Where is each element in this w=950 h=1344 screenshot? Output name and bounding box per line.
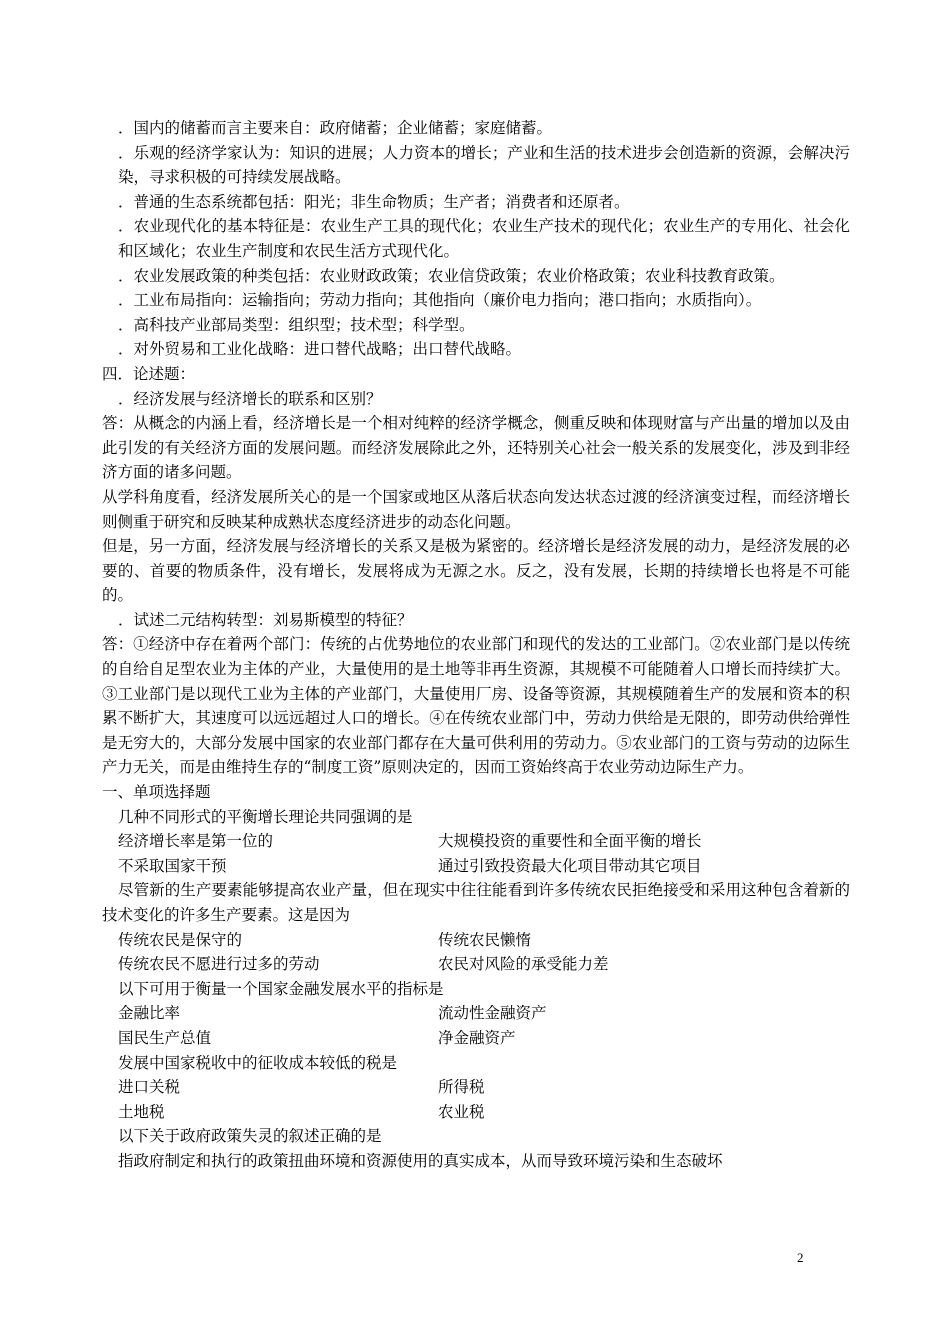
question-stem: 尽管新的生产要素能够提高农业产量，但在现实中往往能看到许多传统农民拒绝接受和采用这种包含着新的技术变化的许多生产要素。这是因为 xyxy=(102,881,850,924)
option-row xyxy=(102,829,850,854)
option-row xyxy=(102,854,850,879)
option: 金融比率 xyxy=(118,1004,181,1023)
list-item: ．高科技产业部局类型：组织型；技术型；科学型。 xyxy=(118,315,475,334)
option: 传统农民是保守的 xyxy=(118,930,243,949)
essay-answer-paragraph: 但是，另一方面，经济发展与经济增长的关系又是极为紧密的。经济增长是经济发展的动力，是经济发展的必要的、首要的物质条件，没有增长，发展将成为无源之水。反之，没有发展，长期的持续增长也将是不可能的。 xyxy=(102,537,850,605)
option-row xyxy=(102,928,850,953)
list-item: ．工业布局指向：运输指向；劳动力指向；其他指向（廉价电力指向；港口指向；水质指向）。 xyxy=(118,291,762,310)
essay-question: ．试述二元结构转型：刘易斯模型的特征？ xyxy=(118,610,413,629)
option: 传统农民不愿进行过多的劳动 xyxy=(118,955,320,974)
option: 传统农民懒惰 xyxy=(438,930,532,949)
option: 净金融资产 xyxy=(438,1028,516,1047)
option: 所得税 xyxy=(438,1078,485,1097)
option: 大规模投资的重要性和全面平衡的增长 xyxy=(438,832,702,851)
option: 流动性金融资产 xyxy=(438,1004,547,1023)
option-row xyxy=(102,1100,850,1125)
list-item: ．对外贸易和工业化战略：进口替代战略；出口替代战略。 xyxy=(118,340,522,359)
option-row xyxy=(102,1075,850,1100)
section-heading-mcq: 一、单项选择题 xyxy=(102,783,211,802)
list-item: ．农业现代化的基本特征是：农业生产工具的现代化；农业生产技术的现代化；农业生产的专用化、社会化和区域化；农业生产制度和农民生活方式现代化。 xyxy=(118,217,850,260)
option: 国民生产总值 xyxy=(118,1028,212,1047)
question-stem: 发展中国家税收中的征收成本较低的税是 xyxy=(118,1053,398,1072)
essay-question: ．经济发展与经济增长的联系和区别？ xyxy=(118,389,382,408)
section-heading-essay: 四．论述题： xyxy=(102,364,196,383)
essay-answer-paragraph: 从学科角度看，经济发展所关心的是一个国家或地区从落后状态向发达状态过渡的经济演变过程，而经济增长则侧重于研究和反映某种成熟状态度经济进步的动态化问题。 xyxy=(102,487,850,531)
option-row xyxy=(102,952,850,977)
list-item: ．农业发展政策的种类包括：农业财政政策；农业信贷政策；农业价格政策；农业科技教育政策。 xyxy=(118,266,785,285)
list-item: ．乐观的经济学家认为：知识的进展；人力资本的增长；产业和生活的技术进步会创造新的资源，会解决污染，寻求积极的可持续发展战略。 xyxy=(118,143,850,187)
question-stem: 以下关于政府政策失灵的叙述正确的是 xyxy=(118,1127,382,1146)
list-item: ．普通的生态系统都包括：阳光；非生命物质；生产者；消费者和还原者。 xyxy=(118,192,630,211)
question-stem: 以下可用于衡量一个国家金融发展水平的指标是 xyxy=(118,979,444,998)
list-item: ．国内的储蓄而言主要来自：政府储蓄；企业储蓄；家庭储蓄。 xyxy=(118,119,553,137)
option: 农民对风险的承受能力差 xyxy=(438,955,609,974)
option: 土地税 xyxy=(118,1102,165,1121)
option: 农业税 xyxy=(438,1102,485,1121)
option: 不采取国家干预 xyxy=(118,856,227,875)
option: 通过引致投资最大化项目带动其它项目 xyxy=(438,856,702,875)
option-row xyxy=(102,1001,850,1026)
option: 指政府制定和执行的政策扭曲环境和资源使用的真实成本，从而导致环境污染和生态破坏 xyxy=(118,1151,723,1170)
document-body xyxy=(102,116,850,1174)
essay-answer-paragraph: 答：①经济中存在着两个部门：传统的占优势地位的农业部门和现代的发达的工业部门。②农业部门是以传统的自给自足型农业为主体的产业，大量使用的是土地等非再生资源，其规模不可能随着人口增长而持续扩大。③工业部门是以现代工业为主体的产业部门，大量使用厂房、设备等资源，其规模随着生产的发展和资本的积累不断扩大，其速度可以远远超过人口的增长。④在传统农业部门中，劳动力供给是无限的，即劳动供给弹性是无穷大的，大部分发展中国家的农业部门都存在大量可供利用的劳动力。⑤农业部门的工资与劳动的边际生产力无关，而是由维持生存的“制度工资”原则决定的，因而工资始终高于农业劳动边际生产力。 xyxy=(102,635,850,777)
option-row xyxy=(102,1149,850,1174)
option: 进口关税 xyxy=(118,1078,181,1097)
page-number: 2 xyxy=(797,1250,804,1265)
essay-answer-paragraph: 答：从概念的内涵上看，经济增长是一个相对纯粹的经济学概念，侧重反映和体现财富与产出量的增加以及由此引发的有关经济方面的发展问题。而经济发展除此之外，还特别关心社会一般关系的发展变化，涉及到非经济方面的诸多问题。 xyxy=(102,414,850,482)
option: 经济增长率是第一位的 xyxy=(118,832,274,851)
question-stem: 几种不同形式的平衡增长理论共同强调的是 xyxy=(118,807,413,826)
option-row xyxy=(102,1026,850,1051)
